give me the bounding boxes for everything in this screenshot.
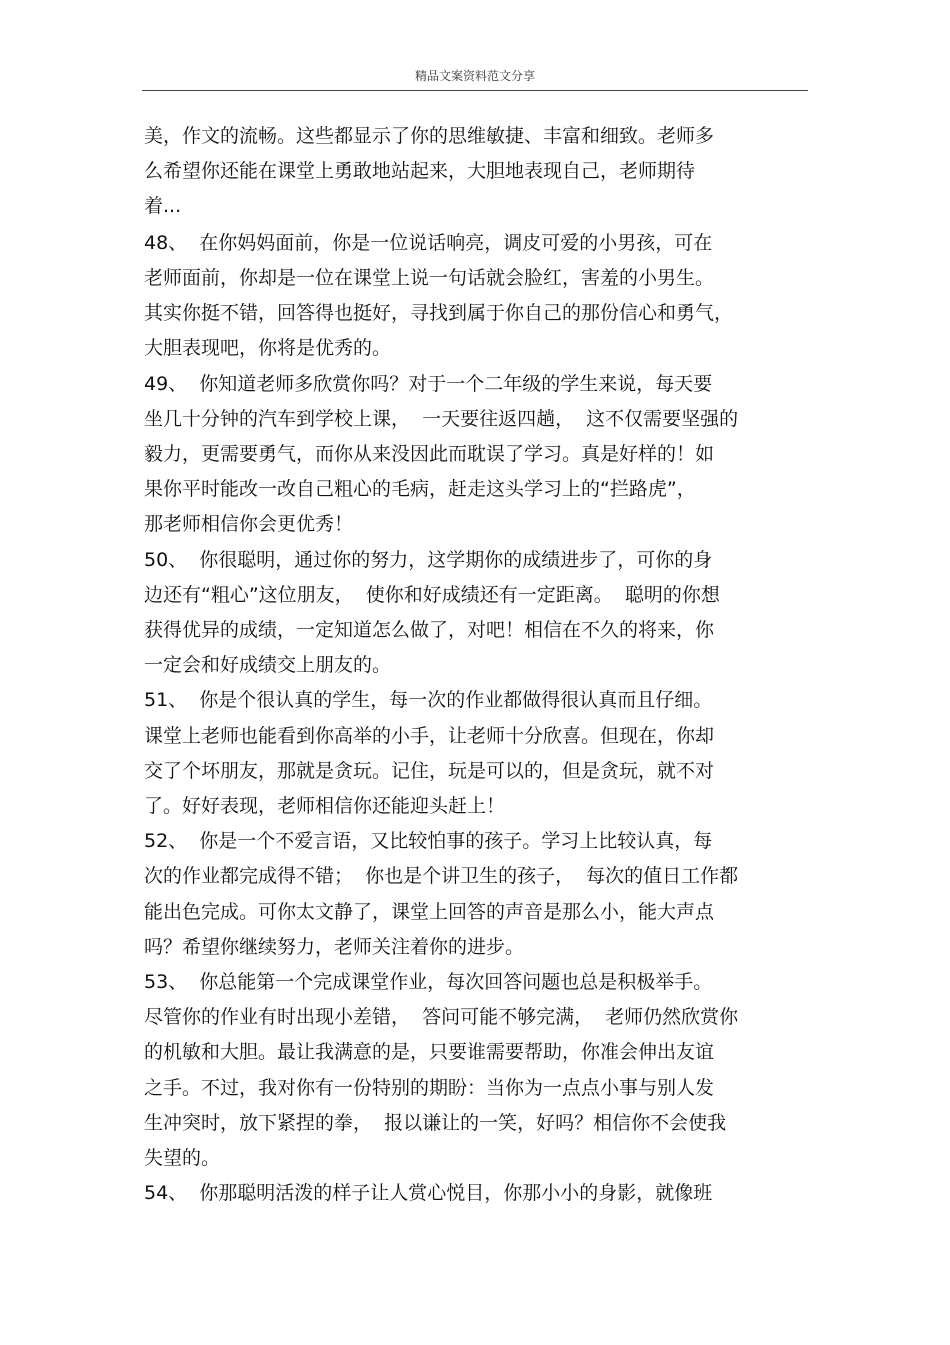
text-line: 的机敏和大胆。最让我满意的是，只要谁需要帮助，你准会伸出友谊 <box>144 1041 715 1063</box>
text-line: 54、 你那聪明活泼的样子让人赏心悦目，你那小小的身影，就像班 <box>144 1182 713 1204</box>
text-line: 了。好好表现，老师相信你还能迎头赶上！ <box>144 795 506 817</box>
text-line: 52、 你是一个不爱言语，又比较怕事的孩子。学习上比较认真，每 <box>144 830 713 852</box>
text-line: 次的作业都完成得不错； 你也是个讲卫生的孩子， 每次的值日工作都 <box>144 865 739 887</box>
text-line: 48、 在你妈妈面前，你是一位说话响亮，调皮可爱的小男孩，可在 <box>144 232 713 254</box>
text-line: 毅力，更需要勇气，而你从来没因此而耽误了学习。真是好样的！如 <box>144 443 715 465</box>
text-line: 大胆表现吧，你将是优秀的。 <box>144 337 392 359</box>
text-line: 课堂上老师也能看到你高举的小手，让老师十分欣喜。但现在，你却 <box>144 725 715 747</box>
text-line: 之手。不过，我对你有一份特别的期盼：当你为一点点小事与别人发 <box>144 1077 715 1099</box>
text-line: 吗？希望你继续努力，老师关注着你的进步。 <box>144 936 525 958</box>
text-line: 获得优异的成绩，一定知道怎么做了，对吧！相信在不久的将来，你 <box>144 619 715 641</box>
text-line: 能出色完成。可你太文静了，课堂上回答的声音是那么小，能大声点 <box>144 901 715 923</box>
text-line: 生冲突时，放下紧捏的拳， 报以谦让的一笑，好吗？相信你不会使我 <box>144 1112 727 1134</box>
text-line: 49、 你知道老师多欣赏你吗？对于一个二年级的学生来说，每天要 <box>144 373 713 395</box>
text-line: 一定会和好成绩交上朋友的。 <box>144 654 392 676</box>
header-rule <box>142 90 808 91</box>
text-line: 果你平时能改一改自己粗心的毛病，赶走这头学习上的“拦路虎”， <box>144 478 696 500</box>
text-line: 尽管你的作业有时出现小差错， 答问可能不够完满， 老师仍然欣赏你 <box>144 1006 739 1028</box>
text-line: 坐几十分钟的汽车到学校上课， 一天要往返四趟， 这不仅需要坚强的 <box>144 408 739 430</box>
text-line: 50、 你很聪明，通过你的努力，这学期你的成绩进步了，可你的身 <box>144 549 713 571</box>
text-line: 其实你挺不错，回答得也挺好，寻找到属于你自己的那份信心和勇气， <box>144 302 734 324</box>
text-line: 53、 你总能第一个完成课堂作业，每次回答问题也总是积极举手。 <box>144 971 713 993</box>
text-line: 老师面前，你却是一位在课堂上说一句话就会脸红，害羞的小男生。 <box>144 267 715 289</box>
text-line: 失望的。 <box>144 1147 221 1169</box>
text-line: 那老师相信你会更优秀！ <box>144 513 354 535</box>
text-line: 交了个坏朋友，那就是贪玩。记住，玩是可以的，但是贪玩，就不对 <box>144 760 715 782</box>
text-line: 么希望你还能在课堂上勇敢地站起来，大胆地表现自己，老师期待 <box>144 160 696 182</box>
text-line: 着... <box>144 195 182 217</box>
page-header: 精品文案资料范文分享 <box>414 69 535 83</box>
text-line: 边还有“粗心”这位朋友， 使你和好成绩还有一定距离。 聪明的你想 <box>144 584 720 606</box>
text-line: 51、 你是个很认真的学生，每一次的作业都做得很认真而且仔细。 <box>144 689 713 711</box>
text-line: 美，作文的流畅。这些都显示了你的思维敏捷、丰富和细致。老师多 <box>144 125 715 147</box>
